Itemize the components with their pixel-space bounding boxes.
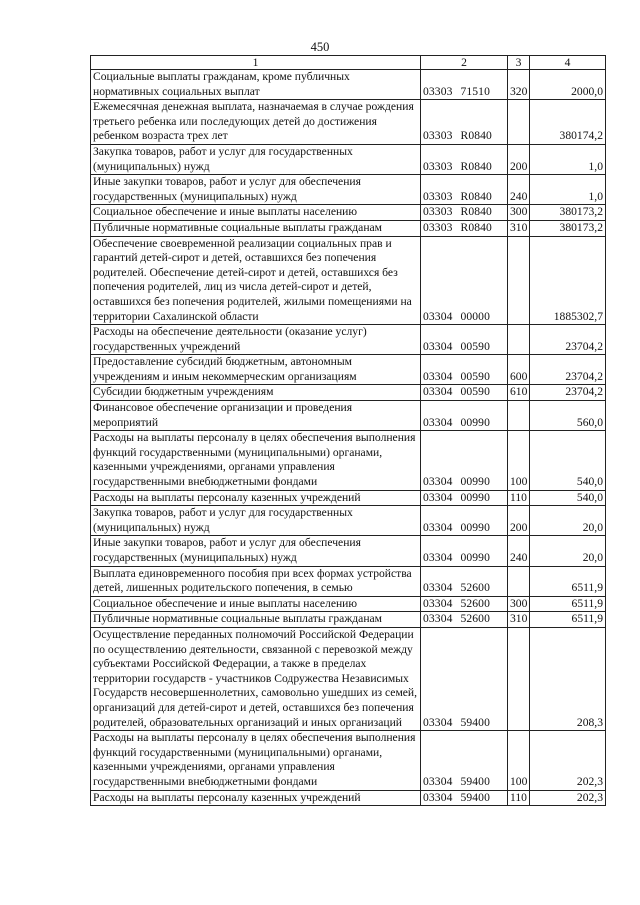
expense-kind-code: 320 xyxy=(508,70,530,100)
expense-kind-code: 100 xyxy=(508,431,530,490)
expense-kind-code xyxy=(508,236,530,325)
amount: 208,3 xyxy=(530,627,606,730)
amount: 23704,2 xyxy=(530,385,606,401)
page-number: 450 xyxy=(310,40,330,54)
table-row xyxy=(91,355,606,385)
classification-code xyxy=(421,325,508,355)
section-code: 03303 xyxy=(423,129,453,143)
classification-code xyxy=(421,355,508,385)
section-code: 03303 xyxy=(423,159,453,173)
classification-code xyxy=(421,566,508,596)
classification-code xyxy=(421,731,508,790)
expense-name: Расходы на выплаты персоналу в целях обеспечения выполнения функций государственными (муниципальными) органами, казенными учреждениями, органами управления государственными внебюджетными фондами xyxy=(91,431,421,490)
expense-kind-code: 610 xyxy=(508,385,530,401)
target-code: 00590 xyxy=(460,385,490,399)
expense-kind-code: 600 xyxy=(508,355,530,385)
section-code: 03304 xyxy=(423,520,453,534)
expense-name: Субсидии бюджетным учреждениям xyxy=(91,385,421,401)
expense-kind-code xyxy=(508,401,530,431)
target-code: R0840 xyxy=(460,129,492,143)
target-code: 00590 xyxy=(460,339,490,353)
expense-kind-code xyxy=(508,566,530,596)
table-row xyxy=(91,431,606,490)
expense-kind-code: 310 xyxy=(508,220,530,236)
table-row xyxy=(91,100,606,145)
target-code: R0840 xyxy=(460,159,492,173)
classification-code xyxy=(421,385,508,401)
amount: 560,0 xyxy=(530,401,606,431)
expense-kind-code: 310 xyxy=(508,612,530,628)
classification-code xyxy=(421,596,508,612)
amount: 1,0 xyxy=(530,144,606,174)
table-row xyxy=(91,790,606,806)
table-row xyxy=(91,236,606,325)
amount: 1,0 xyxy=(530,175,606,205)
target-code: 52600 xyxy=(460,581,490,595)
section-code: 03303 xyxy=(423,189,453,203)
expense-name: Расходы на выплаты персоналу в целях обеспечения выполнения функций государственными (муниципальными) органами, казенными учреждениями, органами управления государственными внебюджетными фондами xyxy=(91,731,421,790)
target-code: 00990 xyxy=(460,551,490,564)
table-row xyxy=(91,596,606,612)
budget-table xyxy=(90,55,606,806)
target-code: 00000 xyxy=(460,309,490,323)
expense-kind-code xyxy=(508,100,530,145)
classification-code xyxy=(421,175,508,205)
table-row xyxy=(91,731,606,790)
amount: 202,3 xyxy=(530,731,606,790)
classification-code xyxy=(421,144,508,174)
classification-code xyxy=(421,236,508,325)
expense-name: Публичные нормативные социальные выплаты гражданам xyxy=(91,220,421,236)
target-code: 59400 xyxy=(460,715,490,729)
amount: 6511,9 xyxy=(530,566,606,596)
target-code: 00590 xyxy=(460,369,490,383)
table-row xyxy=(91,205,606,221)
classification-code xyxy=(421,100,508,145)
expense-kind-code xyxy=(508,325,530,355)
amount: 1885302,7 xyxy=(530,236,606,325)
table-row xyxy=(91,506,606,536)
table-row xyxy=(91,536,606,566)
amount: 540,0 xyxy=(530,490,606,506)
expense-name: Расходы на обеспечение деятельности (оказание услуг) государственных учреждений xyxy=(91,325,421,355)
expense-name: Финансовое обеспечение организации и проведения мероприятий xyxy=(91,401,421,431)
classification-code xyxy=(421,401,508,431)
classification-code xyxy=(421,790,508,806)
amount: 2000,0 xyxy=(530,70,606,100)
expense-kind-code: 110 xyxy=(508,790,530,806)
classification-code xyxy=(421,490,508,506)
target-code: R0840 xyxy=(460,220,492,234)
expense-kind-code: 110 xyxy=(508,490,530,506)
table-row xyxy=(91,220,606,236)
column-header-2: 2 xyxy=(421,56,508,70)
section-code: 03304 xyxy=(423,715,453,729)
amount: 540,0 xyxy=(530,431,606,490)
expense-name: Иные закупки товаров, работ и услуг для обеспечения государственных (муниципальных) нужд xyxy=(91,536,421,566)
target-code: 00990 xyxy=(460,520,490,534)
section-code: 03304 xyxy=(423,369,453,383)
amount: 20,0 xyxy=(530,506,606,536)
section-code: 03304 xyxy=(423,309,453,323)
section-code: 03304 xyxy=(423,415,453,429)
expense-kind-code: 200 xyxy=(508,506,530,536)
table-body xyxy=(91,70,606,806)
expense-name: Публичные нормативные социальные выплаты гражданам xyxy=(91,612,421,628)
expense-name: Социальные выплаты гражданам, кроме публичных нормативных социальных выплат xyxy=(91,70,421,100)
amount: 6511,9 xyxy=(530,612,606,628)
table-row xyxy=(91,566,606,596)
expense-name: Закупка товаров, работ и услуг для государственных (муниципальных) нужд xyxy=(91,144,421,174)
classification-code xyxy=(421,431,508,490)
target-code: R0840 xyxy=(460,205,492,219)
target-code: 00990 xyxy=(460,475,490,489)
expense-name: Социальное обеспечение и иные выплаты населению xyxy=(91,596,421,612)
target-code: 59400 xyxy=(460,774,490,788)
target-code: 52600 xyxy=(460,612,490,626)
classification-code xyxy=(421,205,508,221)
section-code: 03304 xyxy=(423,490,453,504)
section-code: 03303 xyxy=(423,84,453,98)
header-row xyxy=(91,56,606,70)
expense-kind-code: 300 xyxy=(508,205,530,221)
expense-kind-code: 240 xyxy=(508,536,530,566)
expense-name: Выплата единовременного пособия при всех формах устройства детей, лишенных родительского попечения, в семью xyxy=(91,566,421,596)
target-code: 59400 xyxy=(460,790,490,804)
table-row xyxy=(91,70,606,100)
expense-name: Предоставление субсидий бюджетным, автономным учреждениям и иным некоммерческим организациям xyxy=(91,355,421,385)
expense-kind-code: 300 xyxy=(508,596,530,612)
section-code: 03303 xyxy=(423,220,453,234)
classification-code xyxy=(421,220,508,236)
section-code: 03304 xyxy=(423,612,453,626)
expense-name: Ежемесячная денежная выплата, назначаемая в случае рождения третьего ребенка или последующих детей до достижения ребенком возраста трех лет xyxy=(91,100,421,145)
expense-name: Закупка товаров, работ и услуг для государственных (муниципальных) нужд xyxy=(91,506,421,536)
section-code: 03304 xyxy=(423,774,453,788)
expense-name: Социальное обеспечение и иные выплаты населению xyxy=(91,205,421,221)
column-header-4: 4 xyxy=(530,56,606,70)
classification-code xyxy=(421,627,508,730)
amount: 23704,2 xyxy=(530,325,606,355)
section-code: 03303 xyxy=(423,205,453,219)
expense-name: Расходы на выплаты персоналу казенных учреждений xyxy=(91,790,421,806)
target-code: 00990 xyxy=(460,490,490,504)
section-code: 03304 xyxy=(423,581,453,595)
classification-code xyxy=(421,506,508,536)
section-code: 03304 xyxy=(423,790,453,804)
table-row xyxy=(91,612,606,628)
table-row xyxy=(91,144,606,174)
amount: 380173,2 xyxy=(530,220,606,236)
amount: 23704,2 xyxy=(530,355,606,385)
classification-code xyxy=(421,612,508,628)
amount: 380173,2 xyxy=(530,205,606,221)
section-code: 03304 xyxy=(423,339,453,353)
section-code: 03304 xyxy=(423,551,453,564)
table-row xyxy=(91,175,606,205)
classification-code xyxy=(421,70,508,100)
target-code: R0840 xyxy=(460,189,492,203)
expense-name: Иные закупки товаров, работ и услуг для обеспечения государственных (муниципальных) нужд xyxy=(91,175,421,205)
expense-name: Расходы на выплаты персоналу казенных учреждений xyxy=(91,490,421,506)
table-row xyxy=(91,401,606,431)
table-row xyxy=(91,385,606,401)
table-row xyxy=(91,627,606,730)
amount: 380174,2 xyxy=(530,100,606,145)
table-header xyxy=(91,56,606,70)
section-code: 03304 xyxy=(423,596,453,610)
column-header-1: 1 xyxy=(91,56,421,70)
amount: 202,3 xyxy=(530,790,606,806)
section-code: 03304 xyxy=(423,475,453,489)
amount: 20,0 xyxy=(530,536,606,566)
table-row xyxy=(91,325,606,355)
amount: 6511,9 xyxy=(530,596,606,612)
expense-kind-code: 100 xyxy=(508,731,530,790)
section-code: 03304 xyxy=(423,385,453,399)
expense-kind-code xyxy=(508,627,530,730)
target-code: 71510 xyxy=(460,84,490,98)
classification-code xyxy=(421,536,508,566)
expense-kind-code: 240 xyxy=(508,175,530,205)
target-code: 00990 xyxy=(460,415,490,429)
expense-name: Обеспечение своевременной реализации социальных прав и гарантий детей-сирот и детей, оставшихся без попечения родителей. Обеспечение детей-сирот и детей, оставшихся без попечения родителей, лиц из числа детей-сирот и детей, оставшихся без попечения родителей, жилыми помещениями на территории Сахалинской области xyxy=(91,236,421,325)
table-row xyxy=(91,490,606,506)
target-code: 52600 xyxy=(460,596,490,610)
expense-kind-code: 200 xyxy=(508,144,530,174)
column-header-3: 3 xyxy=(508,56,530,70)
expense-name: Осуществление переданных полномочий Российской Федерации по осуществлению деятельности, связанной с перевозкой между субъектами Российской Федерации, а также в пределах территории государств - участников Содружества Независимых Государств несовершеннолетних, самовольно ушедших из семей, организаций для детей-сирот и детей, оставшихся без попечения родителей, образовательных организаций и иных организаций xyxy=(91,627,421,730)
